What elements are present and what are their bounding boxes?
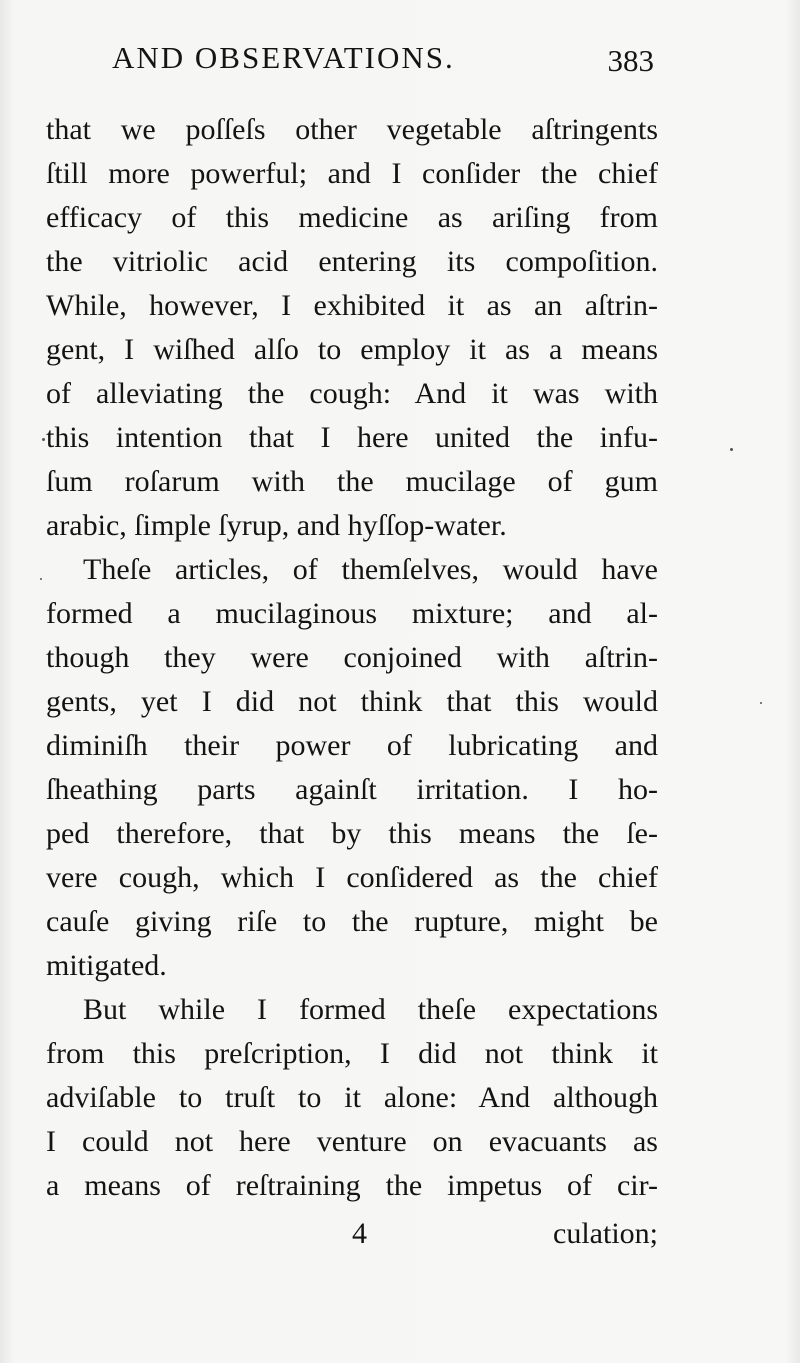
text-line: ped therefore, that by this means the ſe- xyxy=(46,817,658,850)
signature-mark: 4 xyxy=(352,1217,367,1250)
text-line: arabic, ſimple ſyrup, and hyſſop-water. xyxy=(46,509,507,542)
text-line: Theſe articles, of themſelves, would have xyxy=(83,553,658,586)
text-line: from this preſcription, I did not think it xyxy=(46,1037,658,1070)
text-line: While, however, I exhibited it as an aſtrin- xyxy=(46,289,658,322)
ink-speck xyxy=(42,438,45,441)
text-line: I could not here venture on evacuants as xyxy=(46,1125,658,1158)
text-line: ſum roſarum with the mucilage of gum xyxy=(46,465,658,498)
text-line: diminiſh their power of lubricating and xyxy=(46,729,658,762)
ink-speck xyxy=(40,578,42,580)
text-line: gent, I wiſhed alſo to employ it as a means xyxy=(46,333,658,366)
page-header xyxy=(112,40,660,80)
running-head: AND OBSERVATIONS. xyxy=(112,40,455,75)
catchword: culation; xyxy=(553,1217,658,1250)
text-line: formed a mucilaginous mixture; and al- xyxy=(46,597,658,630)
paragraph xyxy=(46,988,658,1208)
text-line: that we poſſeſs other vegetable aſtringents xyxy=(46,113,658,146)
text-line: the vitriolic acid entering its compoſition. xyxy=(46,245,658,278)
text-line: though they were conjoined with aſtrin- xyxy=(46,641,658,674)
text-line: vere cough, which I conſidered as the chief xyxy=(46,861,658,894)
page-number: 383 xyxy=(607,43,654,78)
text-line: efficacy of this medicine as ariſing from xyxy=(46,201,658,234)
ink-speck xyxy=(760,702,762,704)
ink-speck xyxy=(730,448,733,451)
paragraph xyxy=(46,548,658,988)
text-line: this intention that I here united the infu- xyxy=(46,421,658,454)
page-footer xyxy=(46,1212,658,1256)
body-text xyxy=(46,108,658,1208)
text-line: cauſe giving riſe to the rupture, might be xyxy=(46,905,658,938)
text-line: ſtill more powerful; and I conſider the chief xyxy=(46,157,658,190)
text-line: mitigated. xyxy=(46,949,167,982)
paragraph xyxy=(46,108,658,548)
text-line: ſheathing parts againſt irritation. I ho- xyxy=(46,773,658,806)
text-line: of alleviating the cough: And it was with xyxy=(46,377,658,410)
text-line: But while I formed theſe expectations xyxy=(83,993,658,1026)
text-line: a means of reſtraining the impetus of cir- xyxy=(46,1169,658,1202)
text-line: adviſable to truſt to it alone: And although xyxy=(46,1081,658,1114)
text-line: gents, yet I did not think that this would xyxy=(46,685,658,718)
